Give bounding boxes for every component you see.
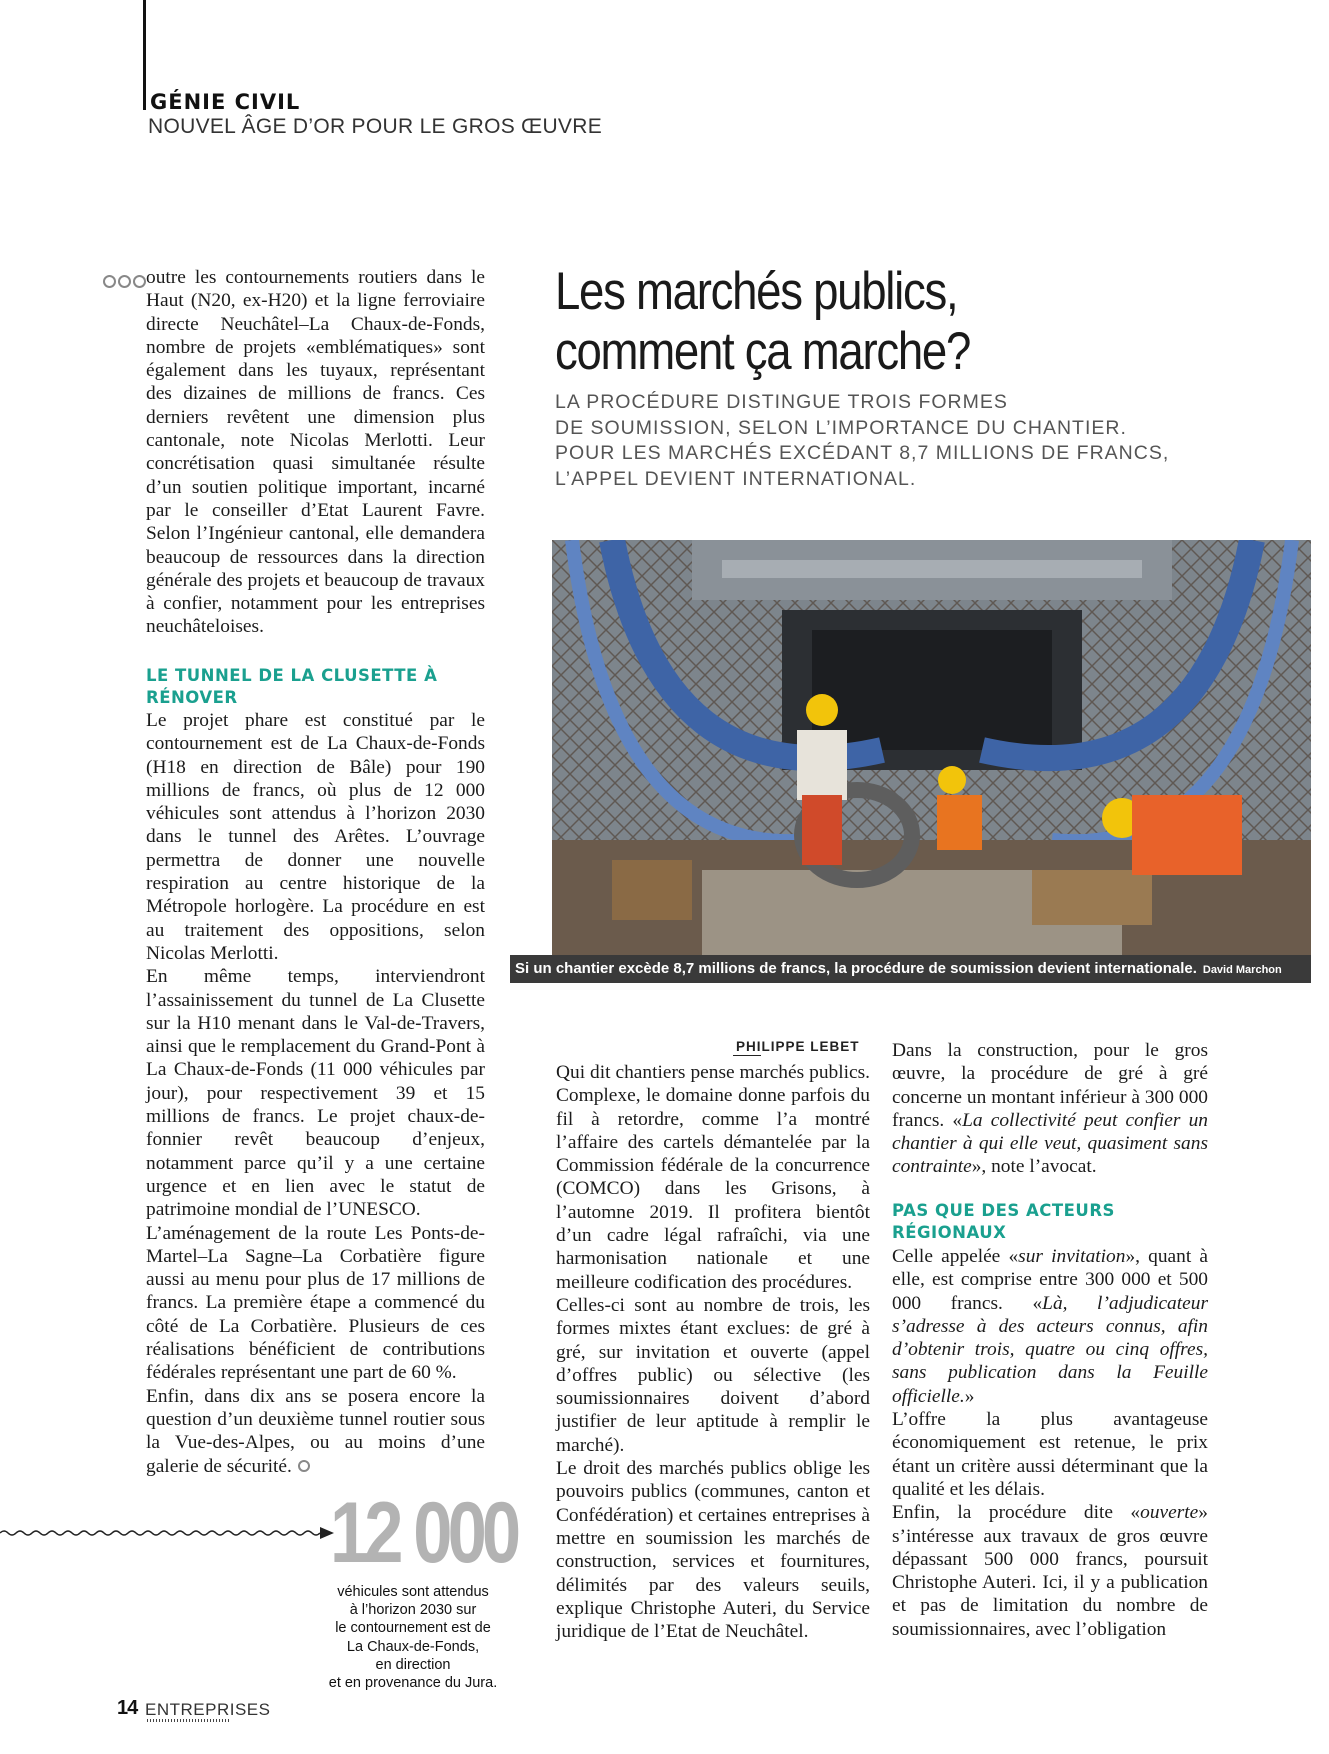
left-subhead: LE TUNNEL DE LA CLUSETTE À RÉNOVER — [146, 666, 438, 707]
stat-line-4: La Chaux-de-Fonds, — [346, 1638, 480, 1655]
right-p1-text-b: », note l’avocat. — [971, 1156, 1097, 1178]
right-paragraph-1 — [892, 1039, 1208, 1179]
article-standfirst — [555, 390, 1195, 492]
right-paragraph-3: L’offre la plus avantageuse économiquement est retenue, le prix étant un critère aussi déterminant que la qualité et les délais. — [892, 1409, 1208, 1500]
section-subtitle: NOUVEL ÂGE D’OR POUR LE GROS ŒUVRE — [148, 115, 603, 138]
right-column-body — [892, 1245, 1208, 1641]
right-p4-text-a: Enfin, la procédure dite « — [892, 1502, 1141, 1524]
middle-column — [556, 1061, 870, 1643]
right-p2-text-c: » — [964, 1385, 975, 1407]
middle-paragraph-3: Le droit des marchés publics oblige les pouvoirs publics (communes, canton et Confédération) et certaines entreprises à mettre en soumission les marchés de construction, services et fournitures, délimités par des valeurs seuils, explique Christophe Auteri, du Service juridique de l’Etat de Neuchâtel. — [556, 1458, 870, 1643]
tunnel-construction-photo — [552, 540, 1311, 955]
right-paragraph-4 — [892, 1501, 1208, 1641]
left-paragraph-4 — [146, 1385, 485, 1478]
stat-line-1: véhicules sont attendus — [337, 1584, 489, 1600]
footer-rule — [147, 1719, 229, 1722]
publication-label: ENTREPRISES — [145, 1700, 271, 1719]
stat-line-2: à l’horizon 2030 sur — [349, 1602, 477, 1619]
article-title-line-2: comment ça marche? — [555, 322, 971, 381]
header-rule — [143, 0, 146, 110]
left-paragraph-3: L’aménagement de la route Les Ponts-de-Martel–La Sagne–La Corbatière figure aussi au menu pour plus de 17 millions de francs. La première étape a commencé du côté de La Corbatière. Plusieurs de ces réalisations bénéficient de contributions fédérales représentant une part de 60 %. — [146, 1222, 485, 1384]
standfirst-line-4: L’APPEL DEVIENT INTERNATIONAL. — [555, 467, 917, 490]
article-title-line-1: Les marchés publics, — [555, 262, 958, 321]
left-paragraph-4-text: Enfin, dans dix ans se posera encore la question d’un deuxième tunnel routier sous la Vue-des-Alpes, ou au moins d’une galerie de sécurité. — [146, 1385, 485, 1477]
right-p2-quote: Là, l’adjudicateur s’adresse à des acteurs connus, afin d’obtenir trois, quatre ou cinq offres, sans publication dans la Feuille officielle. — [892, 1292, 1208, 1407]
photo-caption — [515, 960, 1282, 977]
wavy-arrow-icon — [0, 1526, 335, 1540]
page-number: 14 — [117, 1697, 138, 1719]
right-p2-text-a: Celle appelée « — [892, 1246, 1019, 1267]
right-p1-text-a: Dans la construction, pour le gros œuvre, la procédure de gré à gré concerne un montant inférieur à 300 000 francs. « — [892, 1040, 1208, 1131]
end-of-article-icon — [298, 1460, 310, 1472]
right-column-top — [892, 1039, 1208, 1179]
stat-line-6: et en provenance du Jura. — [328, 1675, 498, 1692]
photo-credit: David Marchon — [1202, 964, 1282, 976]
standfirst-line-2: DE SOUMISSION, SELON L’IMPORTANCE DU CHANTIER. — [555, 416, 1127, 439]
right-p4-term: ouverte — [1140, 1502, 1199, 1524]
article-title — [555, 262, 1157, 382]
standfirst-line-1: LA PROCÉDURE DISTINGUE TROIS FORMES — [555, 391, 1008, 413]
standfirst-line-3: POUR LES MARCHÉS EXCÉDANT 8,7 MILLIONS DE FRANCS, — [555, 442, 1170, 464]
stat-line-5: en direction — [375, 1656, 451, 1673]
left-paragraph-2: En même temps, interviendront l’assainissement du tunnel de La Clusette sur la H10 menant dans le Val-de-Travers, ainsi que le remplacement du Grand-Pont à La Chaux-de-Fonds (11 000 véhicules par jour), pour respectivement 39 et 15 millions de francs. Le projet chaux-de-fonnier revêt beaucoup d’enjeux, notamment parce qu’il y a une certaine urgence et en lien avec le statut de patrimoine mondial de l’UNESCO. — [146, 966, 485, 1221]
middle-paragraph-2: Celles-ci sont au nombre de trois, les formes mixtes étant exclues: de gré à gré, sur invitation et ouverte (appel d’offres public) ou sélective (les soumissionnaires doivent d’abord justifier de leur aptitude à remplir le marché). — [556, 1294, 870, 1456]
right-p4-text-b: » s’intéresse aux travaux de gros œuvre dépassant 500 000 francs, poursuit Christophe Auteri. Ici, il y a publication et pas de limitation du nombre de soumissionnaires, avec l’obligation — [892, 1502, 1208, 1640]
byline-rule — [733, 1055, 761, 1056]
middle-paragraph-1: Qui dit chantiers pense marchés publics. Complexe, le domaine donne parfois du fil à retordre, comme l’a montré l’affaire des cartels démantelée par la Commission fédérale de la concurrence (COMCO) dans les Grisons, à l’automne 2019. Il profitera bientôt d’un cadre légal rafraîchi, via une harmonisation nationale et une meilleure codification des procédures. — [556, 1062, 870, 1293]
right-p1-quote: La collectivité peut confier un chantier à qui elle veut, quasiment sans contrainte — [892, 1109, 1209, 1178]
right-subhead: PAS QUE DES ACTEURS RÉGIONAUX — [892, 1201, 1115, 1242]
continuation-icon — [103, 275, 148, 293]
right-p2-term: sur invitation — [1018, 1246, 1126, 1267]
stat-number: 12 000 — [330, 1485, 517, 1581]
left-intro-paragraph: outre les contournements routiers dans le Haut (N20, ex-H20) et la ligne ferroviaire directe Neuchâtel–La Chaux-de-Fonds, nombre de projets «emblématiques» sont également dans les tuyaux, représentant des dizaines de millions de francs. Ces derniers revêtent une dimension plus cantonale, note Nicolas Merlotti. Leur concrétisation quasi simultanée résulte d’un soutien politique important, incarné par le conseiller d’Etat Laurent Favre. Selon l’Ingénieur cantonal, elle demandera beaucoup de ressources dans la direction générale des projets et beaucoup de travaux à confier, notamment pour les entreprises neuchâteloises. — [146, 267, 485, 638]
left-column-intro — [146, 266, 485, 639]
article-byline: PHILIPPE LEBET — [736, 1039, 860, 1054]
right-paragraph-2 — [892, 1245, 1208, 1408]
section-title: GÉNIE CIVIL — [150, 90, 301, 114]
stat-description — [318, 1583, 508, 1692]
left-paragraph-1: Le projet phare est constitué par le contournement est de La Chaux-de-Fonds (H18 en direction de Bâle) pour 190 millions de francs, où plus de 12 000 véhicules sont attendus à l’horizon 2030 dans le tunnel des Arêtes. L’ouvrage permettra de donner une nouvelle respiration au centre historique de la Métropole horlogère. La procédure en est au traitement des oppositions, selon Nicolas Merlotti. — [146, 710, 485, 964]
right-p2-text-b: », quant à elle, est comprise entre 300 000 et 500 000 francs. « — [892, 1246, 1208, 1314]
photo-caption-text: Si un chantier excède 8,7 millions de francs, la procédure de soumission devient internationale. — [515, 960, 1197, 977]
stat-line-3: le contournement est de — [335, 1620, 491, 1637]
left-column-body — [146, 709, 485, 1478]
